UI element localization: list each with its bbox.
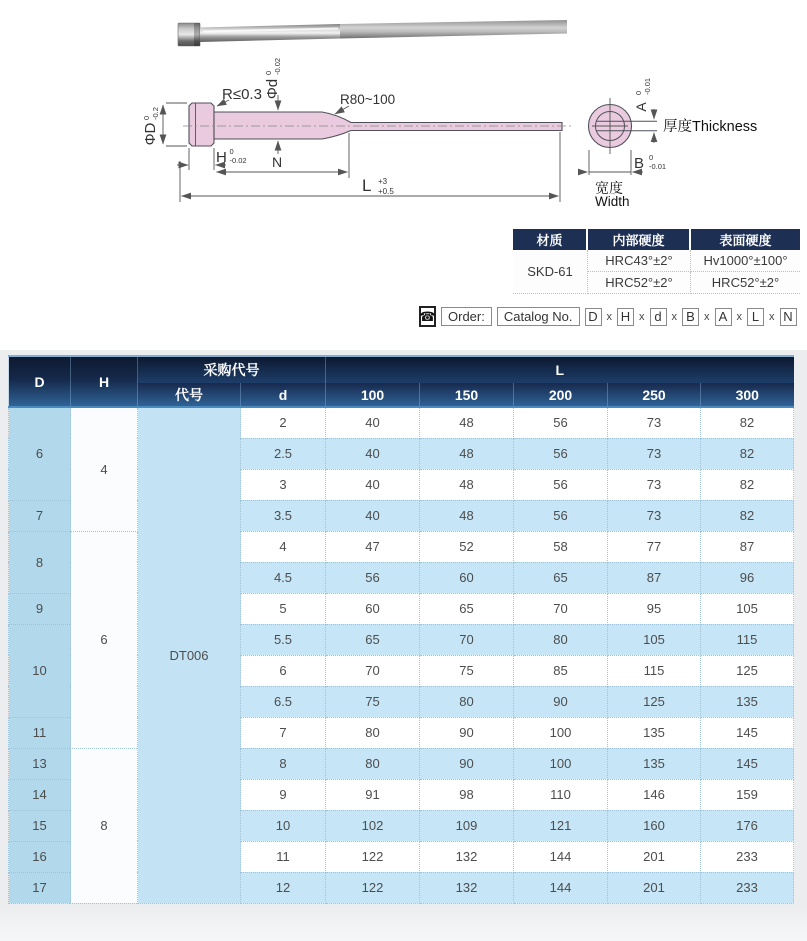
cell-d: 5 bbox=[241, 593, 326, 624]
cell-L200: 56 bbox=[514, 469, 608, 500]
svg-text:+3: +3 bbox=[378, 177, 388, 186]
cell-L100: 40 bbox=[326, 407, 420, 438]
dim-label-b-width: B bbox=[634, 155, 645, 172]
multiply-separator: x bbox=[769, 310, 775, 323]
cell-L300: 105 bbox=[701, 593, 794, 624]
cell-L200: 110 bbox=[514, 779, 608, 810]
catalog-no-label: Catalog No. bbox=[497, 307, 580, 326]
cell-L250: 125 bbox=[608, 686, 701, 717]
cell-L200: 58 bbox=[514, 531, 608, 562]
cell-L250: 201 bbox=[608, 841, 701, 872]
cell-d: 2 bbox=[241, 407, 326, 438]
cell-L100: 80 bbox=[326, 717, 420, 748]
dim-label-length: L bbox=[362, 176, 372, 195]
cell-catalog-code: DT006 bbox=[138, 407, 241, 903]
svg-text:-0.02: -0.02 bbox=[229, 156, 247, 165]
cell-L250: 95 bbox=[608, 593, 701, 624]
cell-L150: 90 bbox=[420, 748, 514, 779]
cell-L250: 73 bbox=[608, 407, 701, 438]
dimension-table bbox=[8, 355, 794, 904]
cell-L250: 73 bbox=[608, 469, 701, 500]
cell-L200: 121 bbox=[514, 810, 608, 841]
cell-L150: 48 bbox=[420, 500, 514, 531]
width-label-cn: 宽度 bbox=[595, 180, 623, 196]
cell-L300: 159 bbox=[701, 779, 794, 810]
cell-L100: 40 bbox=[326, 438, 420, 469]
svg-text:0: 0 bbox=[634, 90, 643, 95]
cell-H: 6 bbox=[71, 531, 138, 748]
cell-L100: 60 bbox=[326, 593, 420, 624]
svg-text:0: 0 bbox=[649, 153, 654, 162]
cell-D: 7 bbox=[9, 500, 71, 531]
cell-L250: 135 bbox=[608, 717, 701, 748]
cell-D: 13 bbox=[9, 748, 71, 779]
cell-L150: 80 bbox=[420, 686, 514, 717]
cell-L200: 70 bbox=[514, 593, 608, 624]
cell-d: 5.5 bbox=[241, 624, 326, 655]
svg-text:A: A bbox=[633, 102, 649, 112]
multiply-separator: x bbox=[606, 310, 612, 323]
cell-L100: 102 bbox=[326, 810, 420, 841]
material-table bbox=[513, 229, 800, 294]
svg-text:0: 0 bbox=[264, 70, 273, 75]
cell-D: 11 bbox=[9, 717, 71, 748]
cell-D: 17 bbox=[9, 872, 71, 903]
cell-L100: 75 bbox=[326, 686, 420, 717]
cell-L150: 48 bbox=[420, 469, 514, 500]
order-field-H: H bbox=[617, 308, 634, 326]
multiply-separator: x bbox=[671, 310, 677, 323]
core-hardness-value: HRC43°±2° bbox=[588, 250, 691, 272]
technical-drawing bbox=[0, 0, 807, 350]
cell-L250: 160 bbox=[608, 810, 701, 841]
cell-d: 11 bbox=[241, 841, 326, 872]
cell-L100: 47 bbox=[326, 531, 420, 562]
col-header-L300: 300 bbox=[701, 383, 794, 407]
col-header-L150: 150 bbox=[420, 383, 514, 407]
material-header: 材质 bbox=[513, 229, 588, 250]
cell-L250: 87 bbox=[608, 562, 701, 593]
col-header-code: 代号 bbox=[138, 383, 241, 407]
cell-L100: 91 bbox=[326, 779, 420, 810]
cell-H: 8 bbox=[71, 748, 138, 903]
cell-L200: 100 bbox=[514, 748, 608, 779]
svg-text:0: 0 bbox=[142, 115, 151, 120]
svg-text:ΦD: ΦD bbox=[142, 122, 159, 146]
order-field-D: D bbox=[585, 308, 602, 326]
cell-D: 16 bbox=[9, 841, 71, 872]
phone-icon: ☎ bbox=[419, 306, 436, 327]
order-label: Order: bbox=[441, 307, 492, 326]
table-row bbox=[9, 748, 794, 779]
main-table-body bbox=[9, 407, 794, 903]
order-field-A: A bbox=[715, 308, 732, 326]
cell-L300: 96 bbox=[701, 562, 794, 593]
cell-L100: 65 bbox=[326, 624, 420, 655]
cell-L250: 77 bbox=[608, 531, 701, 562]
col-header-d: d bbox=[241, 383, 326, 407]
dim-label-a-thickness bbox=[633, 78, 652, 112]
table-row bbox=[9, 407, 794, 438]
cell-L300: 135 bbox=[701, 686, 794, 717]
pin-photo bbox=[178, 20, 567, 46]
cell-L300: 176 bbox=[701, 810, 794, 841]
cell-L200: 144 bbox=[514, 841, 608, 872]
cell-L300: 233 bbox=[701, 841, 794, 872]
order-field-L: L bbox=[747, 308, 764, 326]
dim-label-head-diameter bbox=[142, 107, 160, 145]
cell-L150: 70 bbox=[420, 624, 514, 655]
cell-d: 3 bbox=[241, 469, 326, 500]
svg-text:-0.02: -0.02 bbox=[273, 57, 282, 75]
cell-L300: 82 bbox=[701, 500, 794, 531]
multiply-separator: x bbox=[736, 310, 742, 323]
cell-L200: 65 bbox=[514, 562, 608, 593]
cell-d: 8 bbox=[241, 748, 326, 779]
dim-label-fillet-radius: R≤0.3 bbox=[222, 86, 262, 103]
cell-L150: 132 bbox=[420, 872, 514, 903]
core-hardness-header: 内部硬度 bbox=[588, 229, 691, 250]
cell-L150: 60 bbox=[420, 562, 514, 593]
cell-L250: 146 bbox=[608, 779, 701, 810]
cell-L100: 122 bbox=[326, 841, 420, 872]
order-fields bbox=[585, 308, 797, 326]
cell-L250: 115 bbox=[608, 655, 701, 686]
col-header-purchase-code: 采购代号 bbox=[138, 356, 326, 383]
cell-L100: 70 bbox=[326, 655, 420, 686]
cell-L300: 145 bbox=[701, 748, 794, 779]
material-value: SKD-61 bbox=[513, 250, 588, 294]
col-header-L200: 200 bbox=[514, 383, 608, 407]
cell-L150: 65 bbox=[420, 593, 514, 624]
surface-hardness-value: HRC52°±2° bbox=[691, 272, 800, 294]
cell-L200: 100 bbox=[514, 717, 608, 748]
surface-hardness-header: 表面硬度 bbox=[691, 229, 800, 250]
cell-L150: 48 bbox=[420, 438, 514, 469]
cell-L150: 109 bbox=[420, 810, 514, 841]
cell-D: 15 bbox=[9, 810, 71, 841]
cell-L100: 80 bbox=[326, 748, 420, 779]
cell-d: 12 bbox=[241, 872, 326, 903]
dim-label-head-thickness: H bbox=[216, 149, 227, 166]
cell-L150: 75 bbox=[420, 655, 514, 686]
cell-L200: 144 bbox=[514, 872, 608, 903]
cell-L100: 40 bbox=[326, 500, 420, 531]
col-header-D: D bbox=[9, 356, 71, 407]
cell-d: 4 bbox=[241, 531, 326, 562]
cell-D: 10 bbox=[9, 624, 71, 717]
col-header-L250: 250 bbox=[608, 383, 701, 407]
cell-L300: 125 bbox=[701, 655, 794, 686]
cell-L200: 90 bbox=[514, 686, 608, 717]
cell-L300: 82 bbox=[701, 469, 794, 500]
col-header-H: H bbox=[71, 356, 138, 407]
table-row bbox=[9, 531, 794, 562]
cell-L200: 56 bbox=[514, 407, 608, 438]
cell-L250: 73 bbox=[608, 500, 701, 531]
pin-outline bbox=[189, 103, 562, 146]
cell-L150: 90 bbox=[420, 717, 514, 748]
cell-H: 4 bbox=[71, 407, 138, 531]
dim-label-shaft-diameter bbox=[264, 58, 282, 99]
cell-L200: 80 bbox=[514, 624, 608, 655]
multiply-separator: x bbox=[639, 310, 645, 323]
col-header-L: L bbox=[326, 356, 794, 383]
svg-text:0: 0 bbox=[229, 147, 234, 156]
cell-L300: 87 bbox=[701, 531, 794, 562]
cell-d: 6 bbox=[241, 655, 326, 686]
cell-L200: 56 bbox=[514, 500, 608, 531]
svg-text:+0.5: +0.5 bbox=[378, 187, 394, 196]
order-bar bbox=[419, 306, 797, 327]
cell-D: 14 bbox=[9, 779, 71, 810]
cell-L300: 82 bbox=[701, 438, 794, 469]
svg-text:-0.01: -0.01 bbox=[643, 77, 652, 95]
cell-d: 6.5 bbox=[241, 686, 326, 717]
cell-D: 9 bbox=[9, 593, 71, 624]
cell-D: 6 bbox=[9, 407, 71, 500]
cell-L150: 98 bbox=[420, 779, 514, 810]
cell-L250: 105 bbox=[608, 624, 701, 655]
dim-label-n: N bbox=[271, 154, 283, 170]
cell-L150: 132 bbox=[420, 841, 514, 872]
cell-d: 2.5 bbox=[241, 438, 326, 469]
cell-D: 8 bbox=[9, 531, 71, 593]
cell-L100: 56 bbox=[326, 562, 420, 593]
cell-L200: 56 bbox=[514, 438, 608, 469]
cell-L300: 233 bbox=[701, 872, 794, 903]
cell-L300: 82 bbox=[701, 407, 794, 438]
surface-hardness-value: Hv1000°±100° bbox=[691, 250, 800, 272]
cell-d: 9 bbox=[241, 779, 326, 810]
order-field-B: B bbox=[682, 308, 699, 326]
order-field-N: N bbox=[780, 308, 797, 326]
cell-L300: 115 bbox=[701, 624, 794, 655]
cell-L300: 145 bbox=[701, 717, 794, 748]
cell-d: 4.5 bbox=[241, 562, 326, 593]
cell-L100: 40 bbox=[326, 469, 420, 500]
svg-text:Φd: Φd bbox=[264, 78, 281, 100]
svg-text:-0.2: -0.2 bbox=[151, 107, 160, 120]
svg-text:-0.01: -0.01 bbox=[649, 162, 667, 171]
thickness-label: 厚度Thickness bbox=[663, 119, 758, 135]
dim-label-blade-radius: R80~100 bbox=[340, 92, 396, 107]
multiply-separator: x bbox=[704, 310, 710, 323]
width-label-en: Width bbox=[595, 194, 630, 209]
cell-L250: 73 bbox=[608, 438, 701, 469]
cell-d: 10 bbox=[241, 810, 326, 841]
cell-L100: 122 bbox=[326, 872, 420, 903]
cell-L150: 52 bbox=[420, 531, 514, 562]
cell-L250: 201 bbox=[608, 872, 701, 903]
core-hardness-value: HRC52°±2° bbox=[588, 272, 691, 294]
order-field-d: d bbox=[650, 308, 667, 326]
cell-L200: 85 bbox=[514, 655, 608, 686]
col-header-L100: 100 bbox=[326, 383, 420, 407]
cell-d: 7 bbox=[241, 717, 326, 748]
cell-L150: 48 bbox=[420, 407, 514, 438]
cell-d: 3.5 bbox=[241, 500, 326, 531]
cell-L250: 135 bbox=[608, 748, 701, 779]
